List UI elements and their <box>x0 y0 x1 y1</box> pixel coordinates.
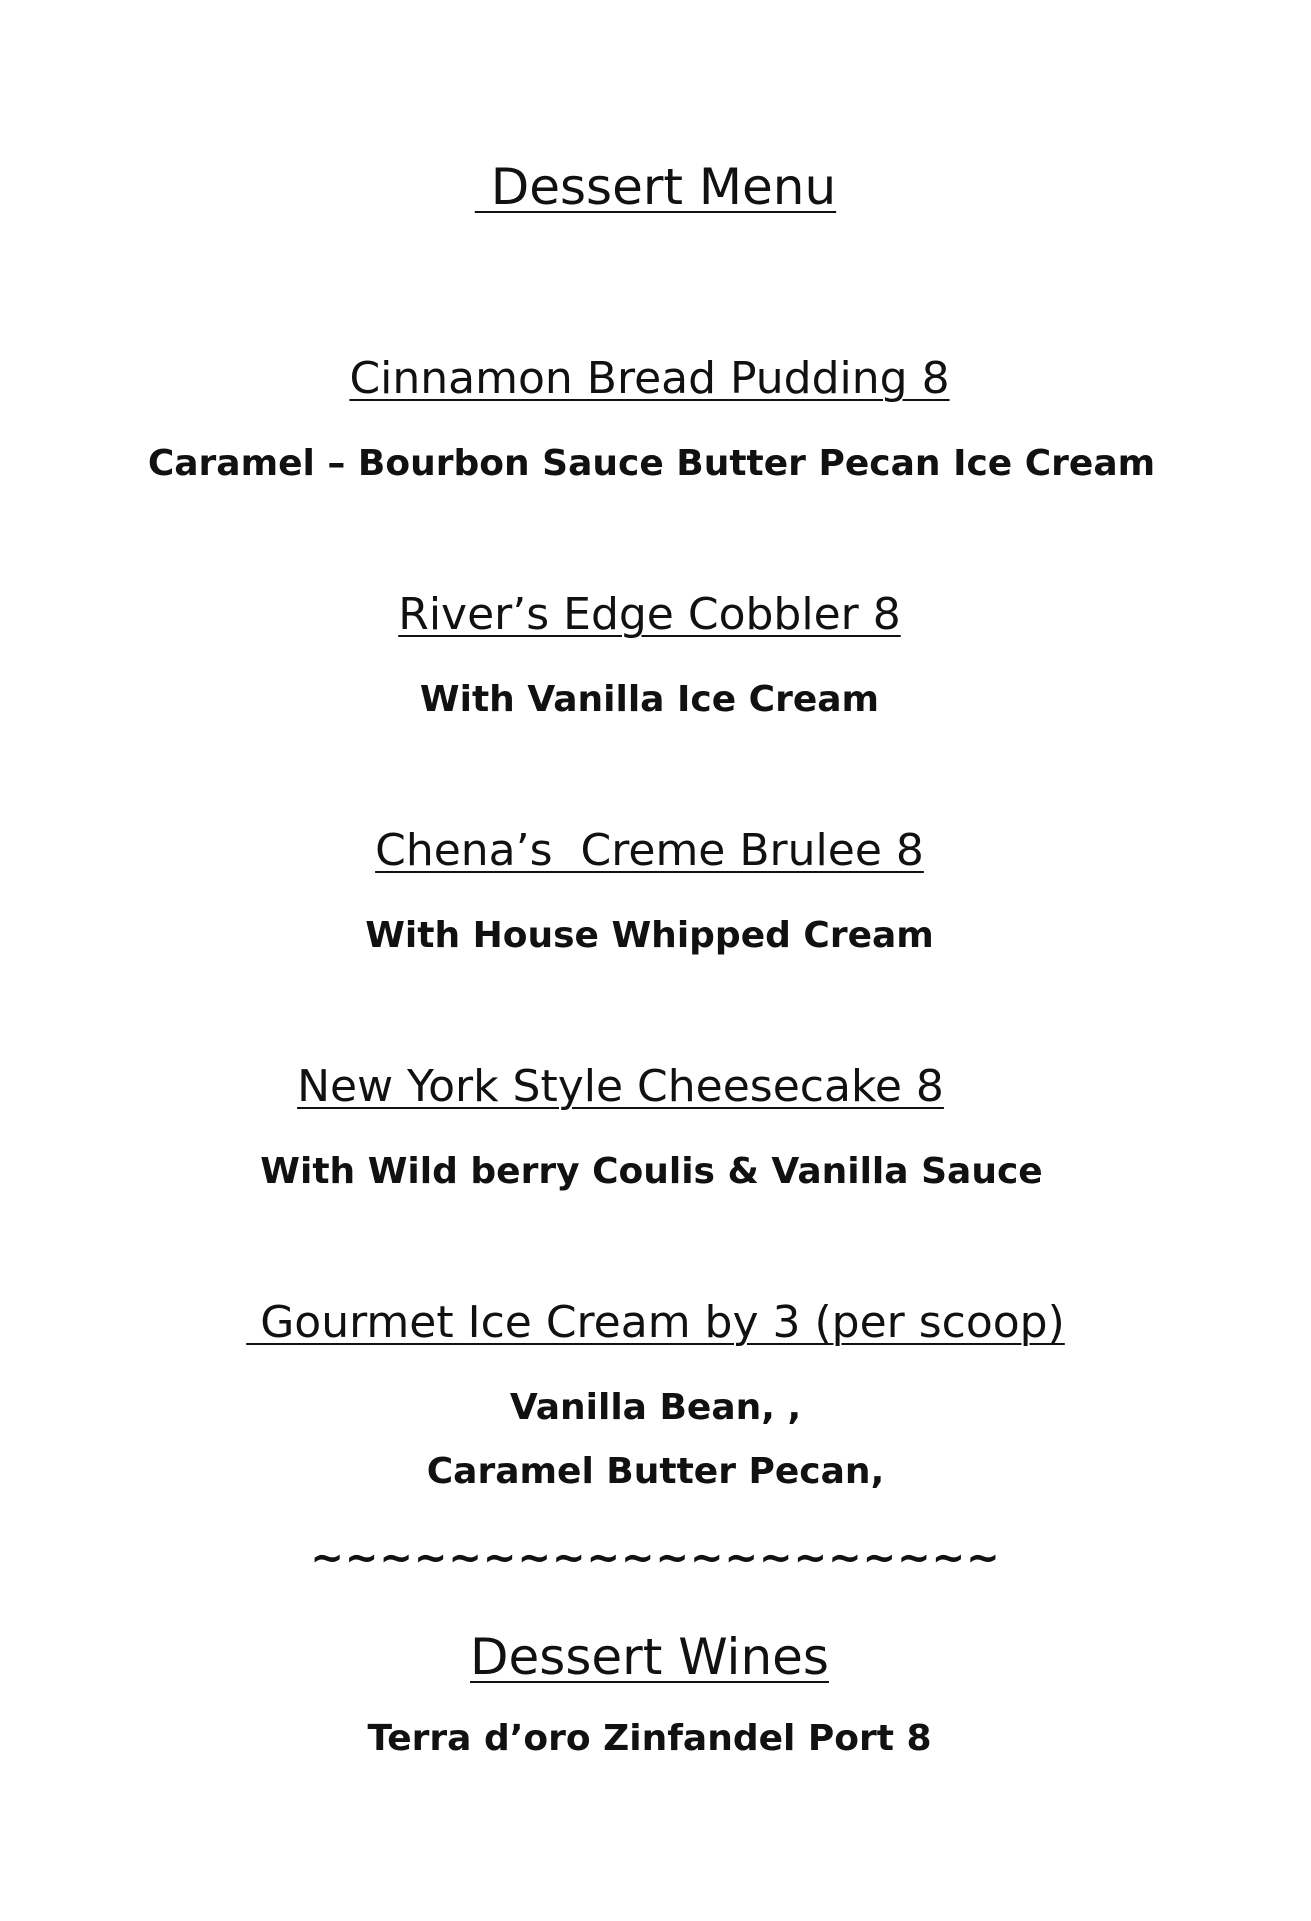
menu-item-description: With House Whipped Cream <box>365 915 934 956</box>
menu-item-name: New York Style Cheesecake 8 <box>297 1061 944 1112</box>
menu-item-name: Gourmet Ice Cream by 3 (per scoop) <box>246 1297 1065 1348</box>
wine-item: Terra d’oro Zinfandel Port 8 <box>367 1718 932 1759</box>
menu-item-name: River’s Edge Cobbler 8 <box>398 589 901 640</box>
menu-item-description: With Vanilla Ice Cream <box>419 679 880 720</box>
menu-item-name: Chena’s Creme Brulee 8 <box>375 825 924 876</box>
wines-title: Dessert Wines <box>470 1628 829 1686</box>
page-title: Dessert Menu <box>474 158 837 216</box>
menu-item-description: Caramel – Bourbon Sauce Butter Pecan Ice Cream <box>147 443 1156 484</box>
ice-cream-flavor: Vanilla Bean, , <box>509 1387 802 1428</box>
menu-item-description: With Wild berry Coulis & Vanilla Sauce <box>260 1151 1043 1192</box>
ice-cream-flavor: Caramel Butter Pecan, <box>426 1451 885 1492</box>
menu-item-name: Cinnamon Bread Pudding 8 <box>349 353 950 404</box>
section-separator: ~~~~~~~~~~~~~~~~~~~~ <box>310 1535 1001 1581</box>
